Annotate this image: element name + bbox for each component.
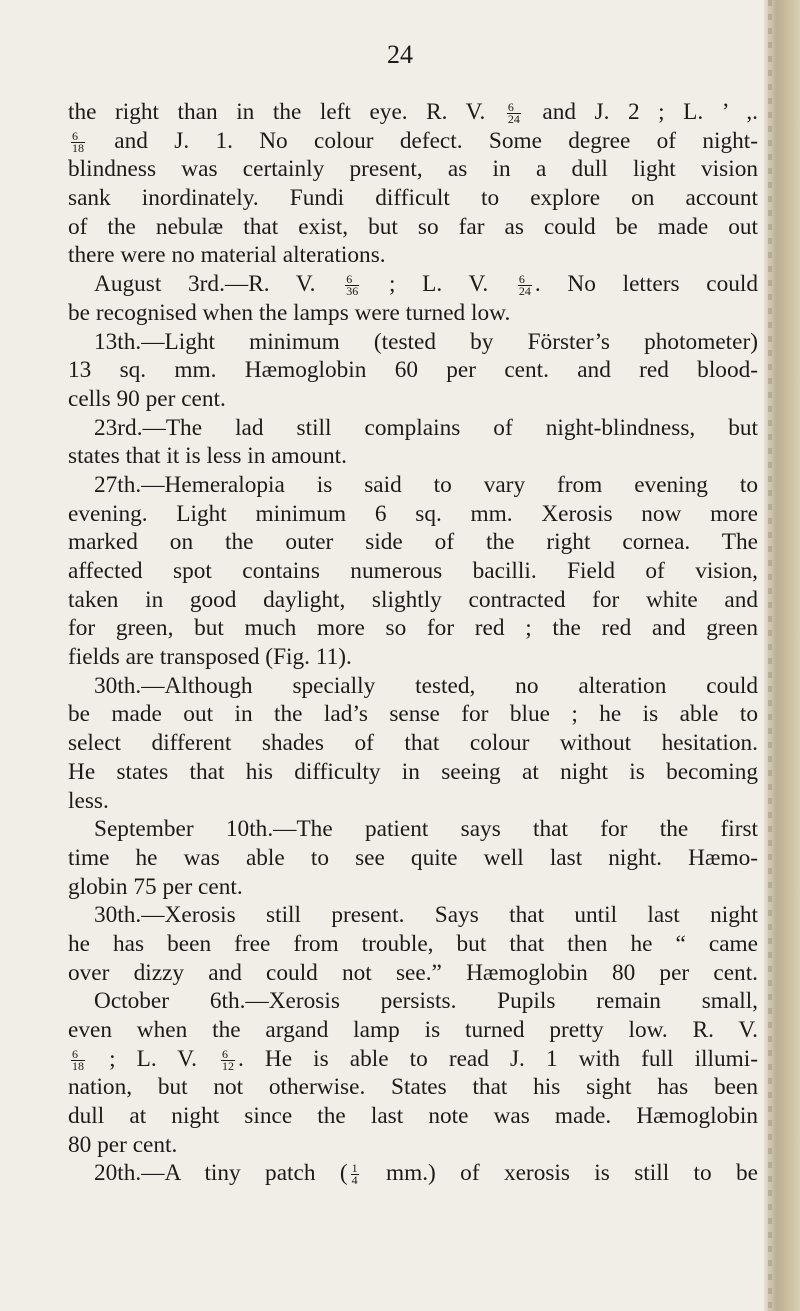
text-line: 20th.—A tiny patch ( $\frac{1}{4}$ mm.) of xerosis is still to be — [94, 1160, 758, 1188]
text-line: sank inordinately. Fundi difficult to explore on account — [68, 185, 758, 212]
text-line: the right than in the left eye. R. V. $\frac{6}{24}$ and J. 2 ; L. ’ ,. — [68, 99, 759, 126]
text-line: August 3rd.—R. V. $\frac{6}{36}$ ; L. V. $\frac{6}{24}$ . No letters could — [94, 271, 758, 298]
text-line: he has been free from trouble, but that then he “ came — [68, 930, 758, 957]
text-line: be made out in the lad’s sense for blue ; he is able to — [68, 701, 758, 728]
fraction: $\frac{1}{4}$ — [351, 1161, 358, 1188]
text-line: 30th.—Xerosis still present. Says that until last night — [94, 902, 758, 929]
fraction: $\frac{6}{36}$ — [346, 271, 359, 298]
fraction: $\frac{6}{24}$ — [507, 99, 520, 126]
fraction: $\frac{6}{24}$ — [518, 271, 531, 298]
text-line: 13 sq. mm. Hæmoglobin 60 per cent. and red blood- — [68, 357, 758, 384]
text-line: affected spot contains numerous bacilli. Field of vision, — [68, 558, 758, 584]
text-line: $\frac{6}{18}$ ; L. V. $\frac{6}{12}$ . He is able to read J. 1 with full illumi- — [72, 1045, 758, 1073]
text-line: be recognised when the lamps were turned low. — [68, 299, 511, 326]
text-line: globin 75 per cent. — [68, 873, 243, 900]
text-line: 13th.—Light minimum (tested by Förster’s photometer) — [94, 328, 758, 355]
text-line: for green, but much more so for red ; the red and green — [68, 615, 758, 642]
text-line: $\frac{6}{18}$ and J. 1. No colour defect. Some degree of night- — [72, 127, 758, 155]
text-line: cells 90 per cent. — [68, 385, 226, 412]
text-line: taken in good daylight, slightly contracted for white and — [68, 586, 758, 613]
fraction: $\frac{6}{18}$ — [72, 128, 84, 155]
body-text — [68, 98, 758, 1188]
text-line: dull at night since the last note was made. Hæmoglobin — [68, 1103, 758, 1130]
text-line: over dizzy and could not see.” Hæmoglobin 80 per cent. — [68, 959, 758, 986]
text-line: time he was able to see quite well last night. Hæmo- — [68, 844, 758, 871]
text-line: 30th.—Although specially tested, no alteration could — [94, 672, 758, 699]
text-line: evening. Light minimum 6 sq. mm. Xerosis now more — [68, 500, 758, 527]
page-number: 24 — [387, 40, 413, 69]
fraction: $\frac{6}{18}$ — [72, 1046, 84, 1073]
text-line: even when the argand lamp is turned pretty low. R. V. — [68, 1017, 758, 1043]
page-edge — [764, 0, 800, 1311]
text-line: less. — [68, 787, 109, 814]
text-line: October 6th.—Xerosis persists. Pupils remain small, — [94, 988, 758, 1015]
text-line: 27th.—Hemeralopia is said to vary from evening to — [94, 471, 758, 498]
text-line: marked on the outer side of the right cornea. The — [68, 529, 758, 556]
text-line: nation, but not otherwise. States that his sight has been — [68, 1074, 758, 1101]
text-line: September 10th.—The patient says that for the first — [94, 816, 758, 843]
text-line: 23rd.—The lad still complains of night-blindness, but — [94, 414, 758, 441]
fraction: $\frac{6}{12}$ — [222, 1046, 235, 1073]
text-line: there were no material alterations. — [68, 242, 386, 269]
text-line: He states that his difficulty in seeing at night is becoming — [68, 758, 758, 785]
text-line: 80 per cent. — [68, 1131, 178, 1158]
text-line: states that it is less in amount. — [68, 443, 347, 470]
text-line: blindness was certainly present, as in a dull light vision — [68, 156, 758, 183]
text-line: of the nebulæ that exist, but so far as could be made out — [68, 213, 758, 240]
text-line: fields are transposed (Fig. 11). — [68, 644, 352, 671]
text-line: select different shades of that colour without hesitation. — [68, 730, 758, 757]
